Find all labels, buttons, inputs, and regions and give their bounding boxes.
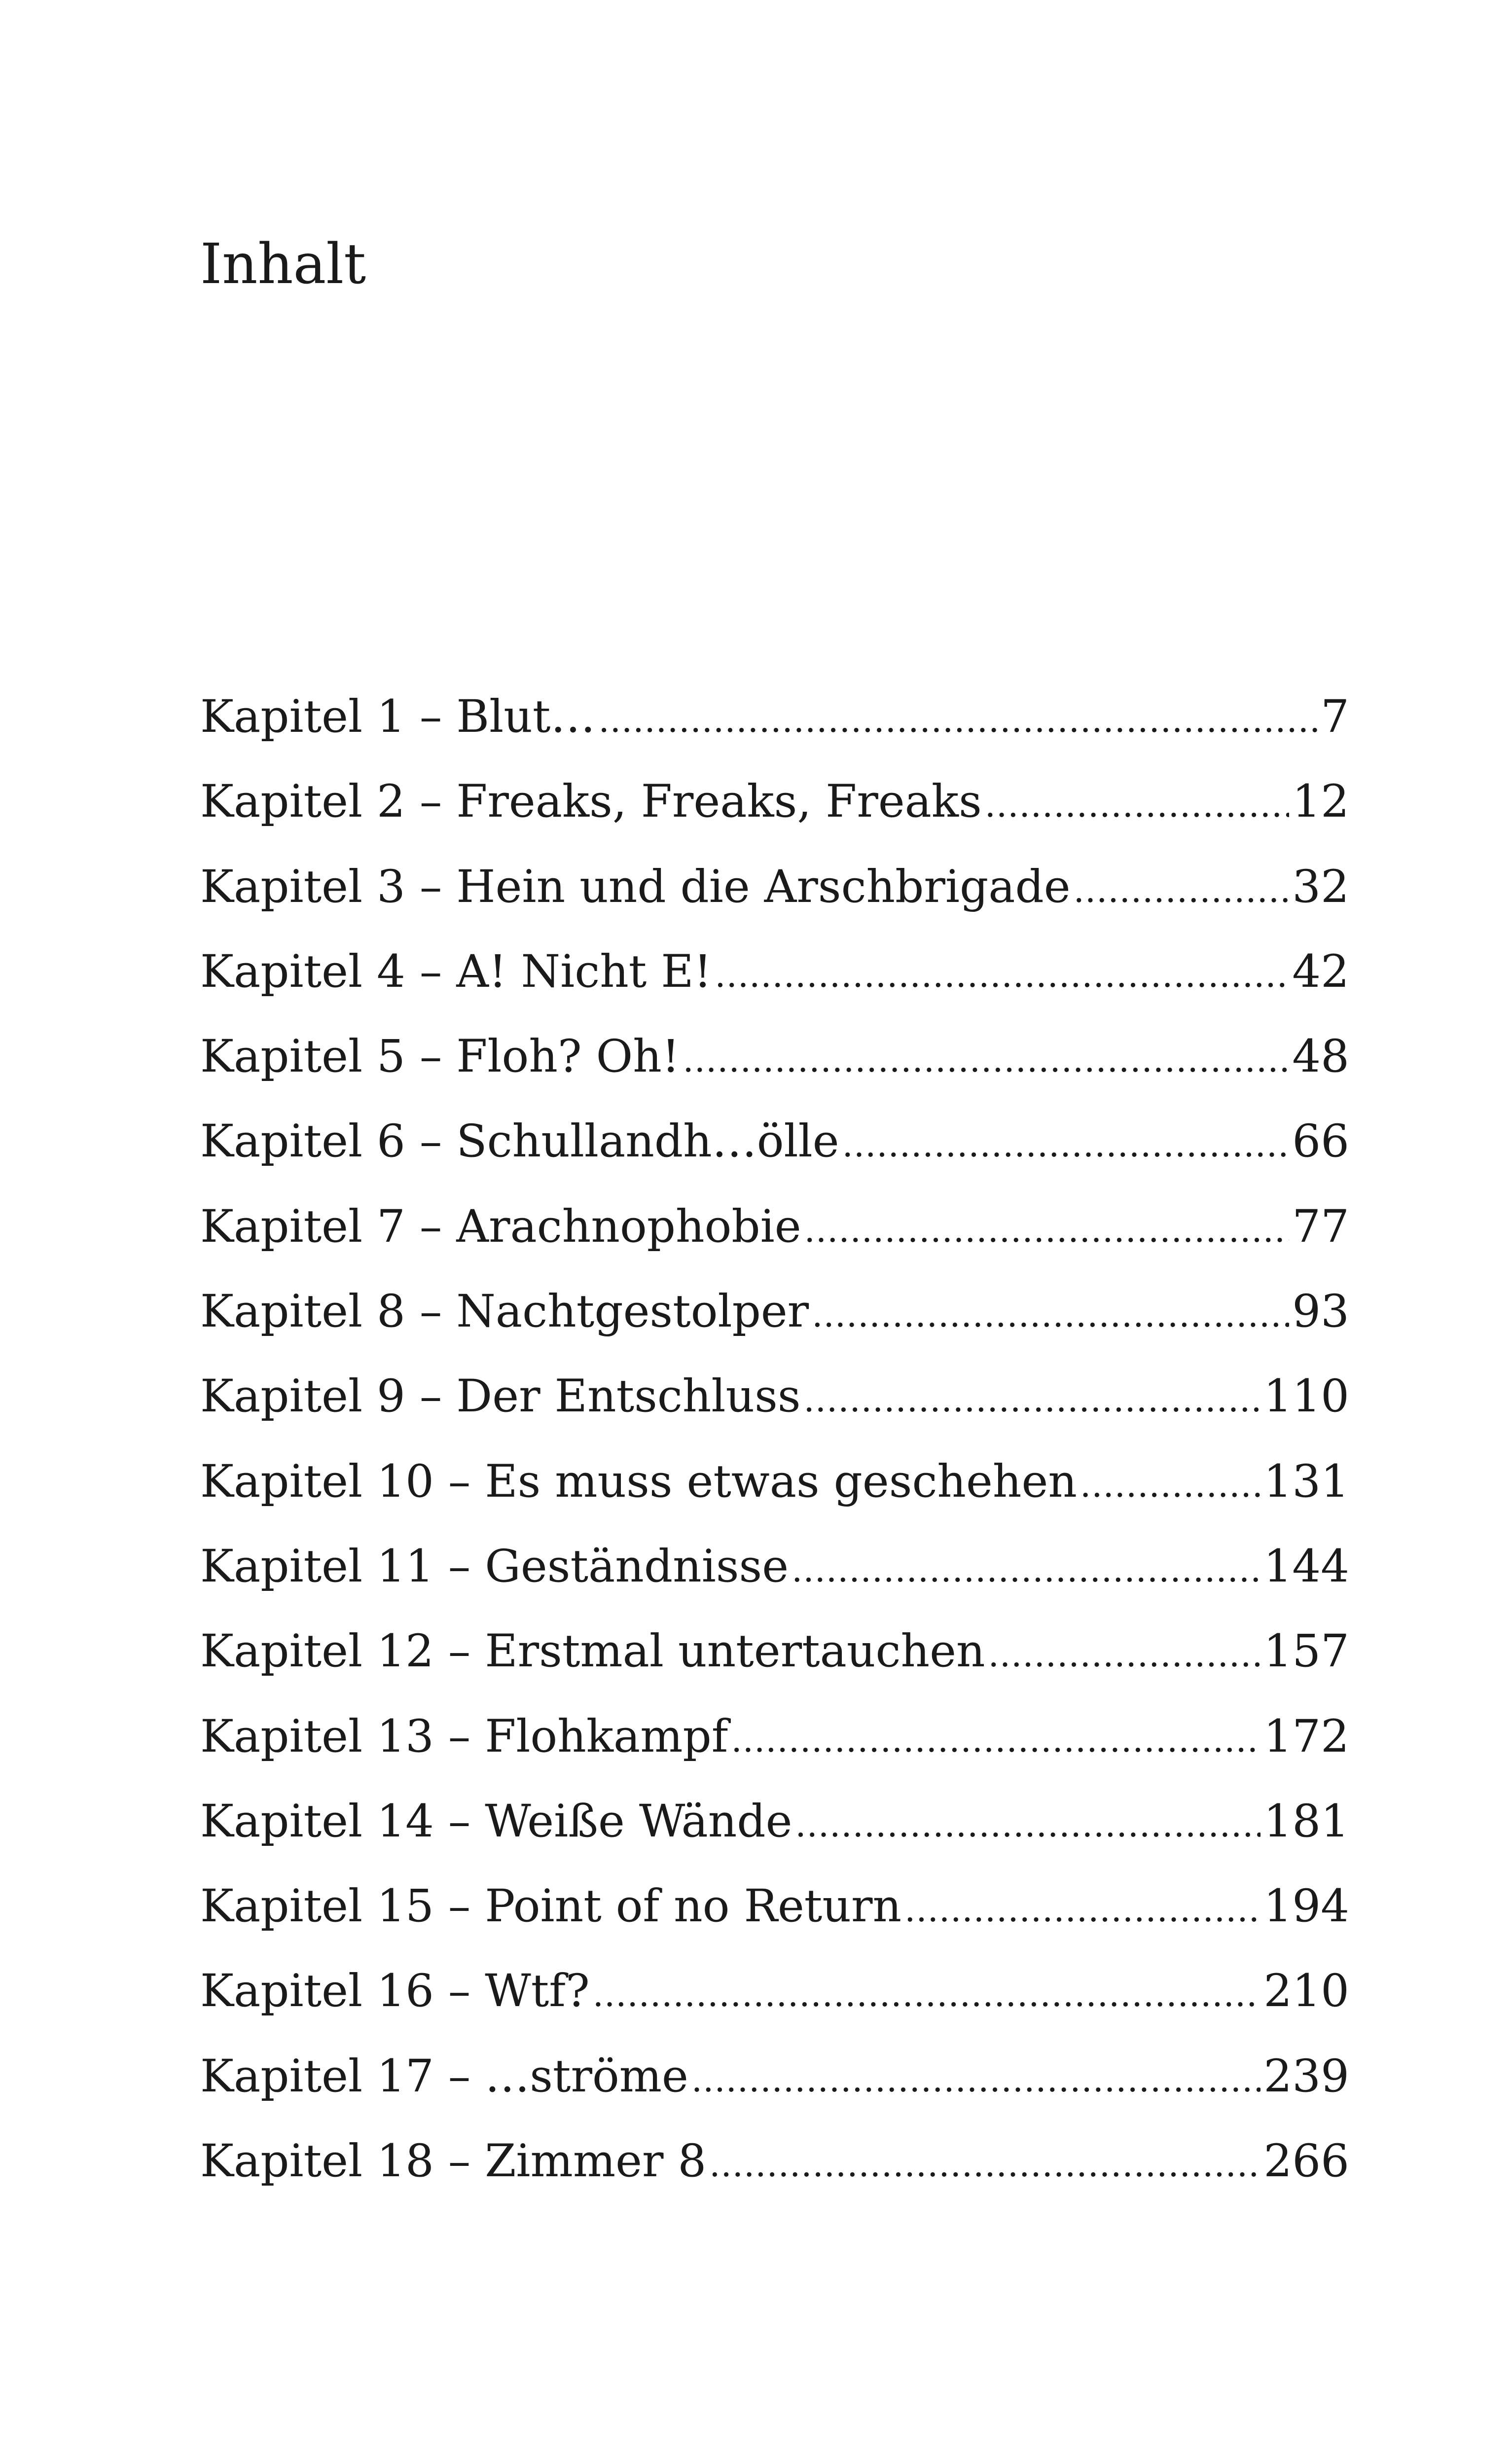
toc-entry [200,861,1349,949]
toc-entry-page: 266 [1263,2135,1349,2188]
toc-entry-title: Kapitel 16 – Wtf? [200,1965,590,2017]
toc-entry-page: 157 [1263,1625,1349,1678]
toc-entry-title: Kapitel 8 – Nachtgestolper [200,1286,809,1338]
toc-entry [200,945,1349,1034]
toc-entry [200,1115,1349,1204]
dot-leader [593,1977,1261,2012]
toc-entry-title: Kapitel 14 – Weiße Wände [200,1795,792,1847]
toc-entry-title: Kapitel 1 – Blut… [200,691,596,743]
toc-entry-title: Kapitel 10 – Es muss etwas geschehen [200,1455,1077,1508]
toc-entry [200,1710,1349,1799]
toc-entry-title: Kapitel 11 – Geständnisse [200,1540,789,1592]
toc-entry-title: Kapitel 17 – …ströme [200,2050,688,2102]
toc-entry [200,1286,1349,1374]
dot-leader [985,788,1289,822]
toc-entry-title: Kapitel 15 – Point of no Return [200,1880,902,1933]
toc-entry [200,776,1349,864]
toc-entry [200,2050,1349,2139]
dot-leader [795,1807,1260,1842]
toc-entry-page: 7 [1321,691,1349,743]
toc-entry-page: 239 [1263,2050,1349,2102]
dot-leader [792,1552,1260,1587]
dot-leader [691,2062,1260,2097]
toc-entry-title: Kapitel 3 – Hein und die Arschbrigade [200,861,1071,913]
dot-leader [598,703,1318,737]
dot-leader [812,1297,1289,1332]
toc-entry [200,1031,1349,1119]
toc-entry-page: 66 [1292,1115,1349,1168]
toc-entry-title: Kapitel 4 – A! Nicht E! [200,945,712,998]
dot-leader [804,1213,1290,1247]
toc-entry-title: Kapitel 18 – Zimmer 8 [200,2135,707,2188]
toc-entry [200,691,1349,779]
toc-entry-page: 210 [1263,1965,1349,2017]
toc-entry [200,2135,1349,2224]
toc-entry-page: 172 [1263,1710,1349,1762]
toc-entry-page: 110 [1263,1370,1349,1423]
toc-entry [200,1200,1349,1289]
dot-leader [988,1637,1261,1672]
toc-entry-title: Kapitel 12 – Erstmal untertauchen [200,1625,985,1678]
toc-entry-page: 93 [1292,1286,1349,1338]
dot-leader [715,958,1289,992]
toc-entry-page: 77 [1292,1200,1349,1253]
toc-entry-title: Kapitel 13 – Flohkampf [200,1710,728,1762]
toc-entry [200,1795,1349,1884]
dot-leader [709,2147,1260,2182]
toc-entry-page: 131 [1263,1455,1349,1508]
toc-entry [200,1370,1349,1459]
toc-entry-title: Kapitel 7 – Arachnophobie [200,1200,801,1253]
dot-leader [731,1723,1260,1757]
toc-entry-title: Kapitel 5 – Floh? Oh! [200,1031,680,1083]
dot-leader [1074,873,1290,907]
toc-entry-page: 181 [1263,1795,1349,1847]
toc-entry-page: 48 [1292,1031,1349,1083]
toc-entry-title: Kapitel 6 – Schullandh…ölle [200,1115,839,1168]
toc-entry [200,1880,1349,1969]
toc-entry-page: 194 [1263,1880,1349,1933]
dot-leader [1080,1468,1260,1502]
dot-leader [904,1892,1260,1927]
toc-entry-page: 144 [1263,1540,1349,1592]
toc-entry-page: 42 [1292,945,1349,998]
toc-entry [200,1540,1349,1629]
toc-entry [200,1965,1349,2053]
toc-entry-title: Kapitel 2 – Freaks, Freaks, Freaks [200,776,982,828]
page-title: Inhalt [200,232,366,296]
toc-entry-page: 32 [1292,861,1349,913]
toc-entry-page: 12 [1292,776,1349,828]
toc-entry-title: Kapitel 9 – Der Entschluss [200,1370,801,1423]
dot-leader [842,1127,1290,1162]
dot-leader [804,1382,1261,1417]
table-of-contents [200,691,1349,2224]
dot-leader [683,1043,1289,1077]
toc-entry [200,1455,1349,1544]
toc-entry [200,1625,1349,1714]
